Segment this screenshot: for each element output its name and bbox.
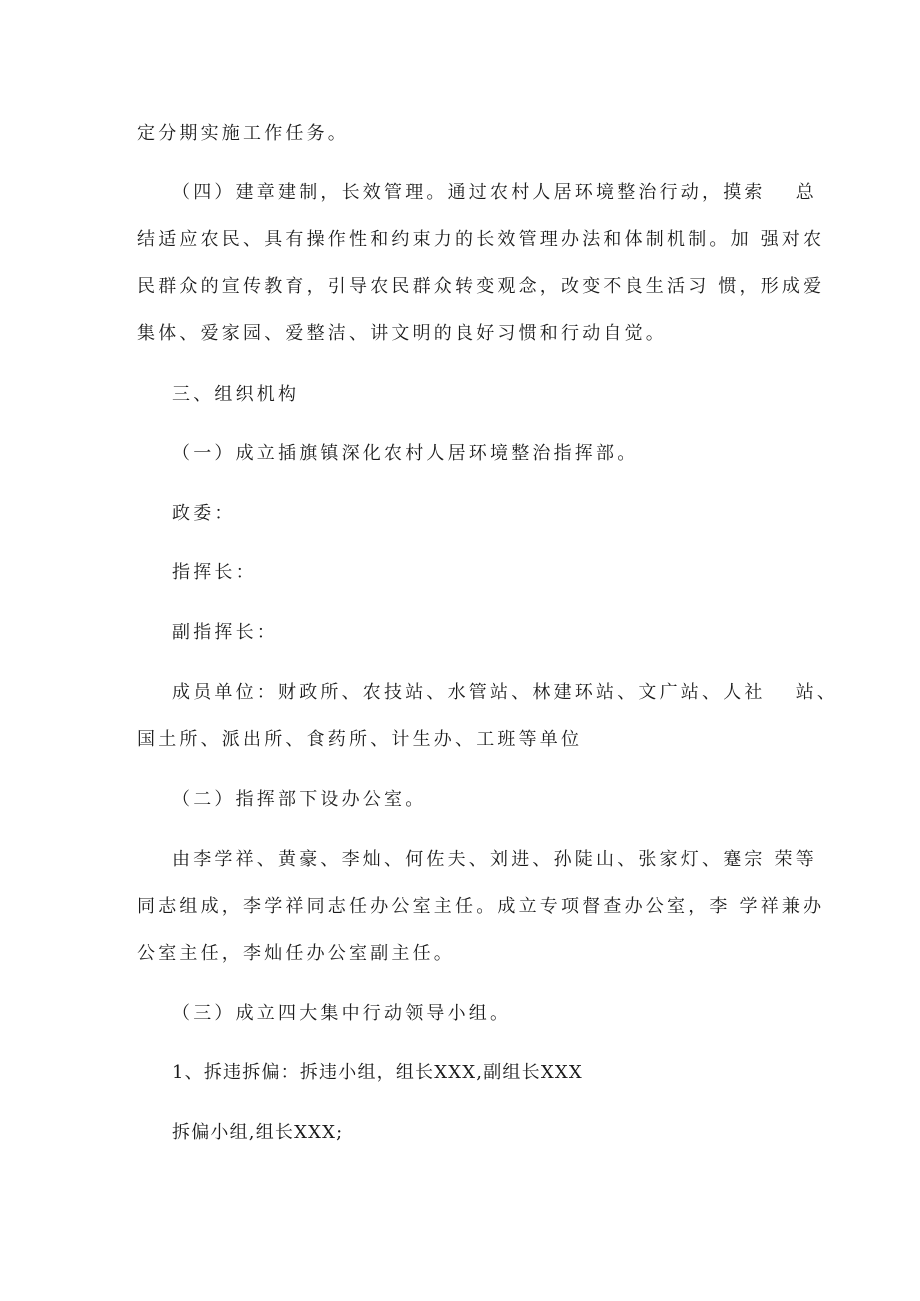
text-line-section-4-body-2: 民群众的宣传教育，引导农民群众转变观念，改变不良生活习 惯，形成爱: [137, 276, 825, 297]
text-line-demolition-group: 1、拆违拆偏：拆违小组，组长XXX,副组长XXX: [172, 1062, 583, 1083]
text-line-member-units-1: 成员单位：财政所、农技站、水管站、林建环站、文广站、人社 站、: [172, 682, 839, 703]
text-line-deputy-commander: 副指挥长：: [172, 622, 278, 643]
text-line-member-units-2: 国土所、派出所、食药所、计生办、工班等单位: [137, 729, 583, 750]
section-heading-organization: 三、组织机构: [172, 384, 300, 405]
text-line-section-4-body-1: 结适应农民、具有操作性和约束力的长效管理办法和体制机制。加 强对农: [137, 229, 825, 250]
text-line-subsection-2: （二）指挥部下设办公室。: [172, 789, 427, 810]
text-line-commander: 指挥长：: [172, 562, 257, 583]
text-line-section-4-heading: （四）建章建制，长效管理。通过农村人居环境整治行动，摸索 总: [172, 182, 817, 203]
text-line-office-members-3: 公室主任，李灿任办公室副主任。: [137, 943, 455, 964]
text-line-subsection-3: （三）成立四大集中行动领导小组。: [172, 1003, 512, 1024]
text-line-section-4-body-3: 集体、爱家园、爱整洁、讲文明的良好习惯和行动自觉。: [137, 323, 667, 344]
text-line-political-commissar: 政委：: [172, 503, 236, 524]
text-line-office-members-2: 同志组成，李学祥同志任办公室主任。成立专项督查办公室，李 学祥兼办: [137, 896, 825, 917]
text-line-subsection-1: （一）成立插旗镇深化农村人居环境整治指挥部。: [172, 443, 639, 464]
text-line-office-members-1: 由李学祥、黄豪、李灿、何佐夫、刘进、孙陡山、张家灯、蹇宗 荣等: [172, 849, 817, 870]
text-line-shed-removal-group: 拆偏小组,组长XXX;: [172, 1122, 344, 1143]
text-line-task-end: 定分期实施工作任务。: [137, 123, 349, 144]
